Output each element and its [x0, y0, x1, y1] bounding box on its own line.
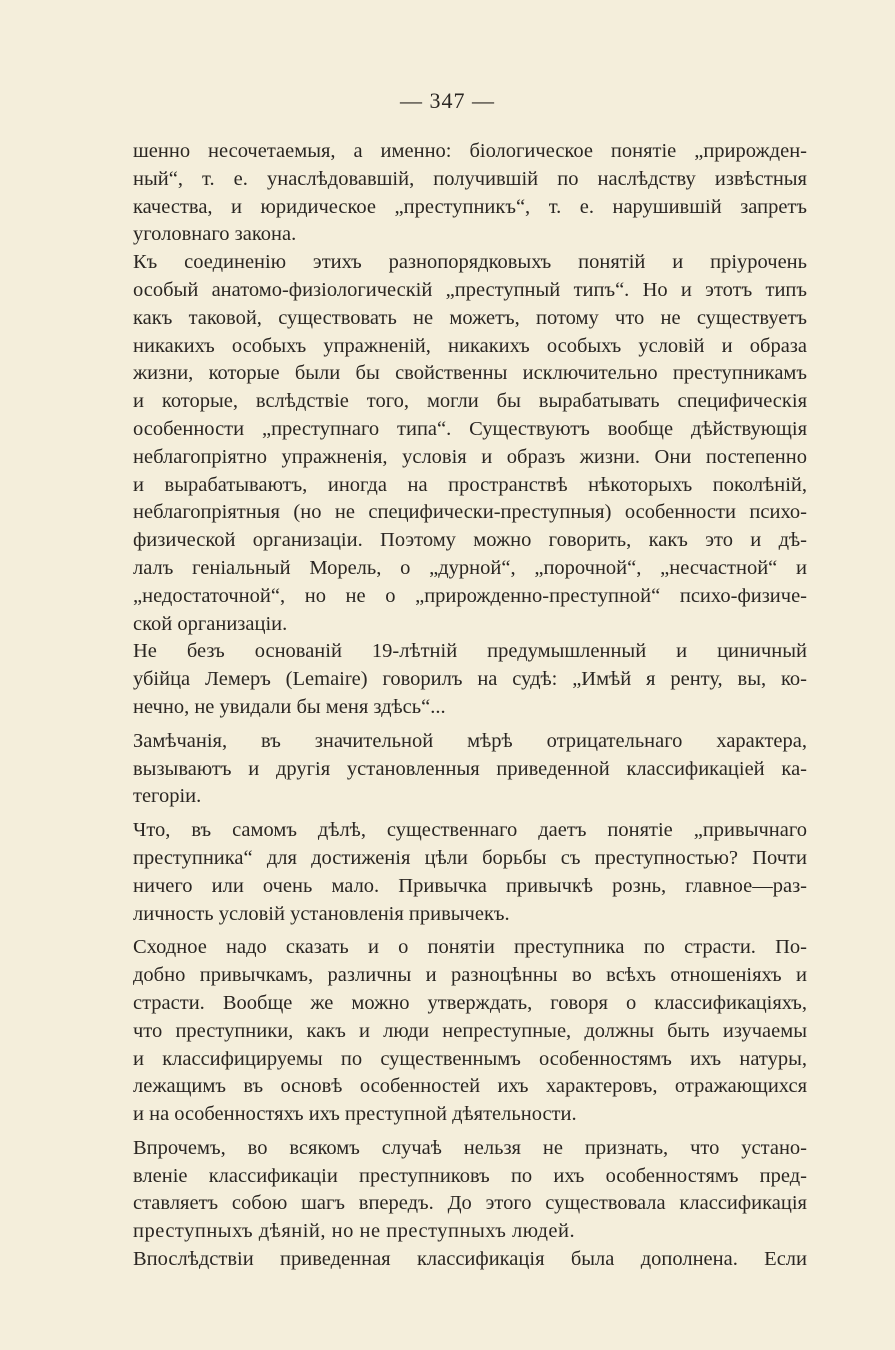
text-line: особенности „преступнаго типа“. Существуютъ вообще дѣйствующія [133, 417, 807, 440]
text-line: преступныхъ дѣяній, но не преступныхъ людей. [133, 1220, 576, 1243]
text-line: и классифицируемы по существеннымъ особенностямъ ихъ натуры, [133, 1047, 807, 1070]
text-line: Впослѣдствіи приведенная классификація была дополнена. Если [133, 1248, 807, 1271]
paragraph [133, 934, 807, 1129]
text-line: Къ соединенію этихъ разнопорядковыхъ понятій и пріурочень [133, 251, 807, 274]
text-line: жизни, которые были бы свойственны исключительно преступникамъ [133, 362, 807, 385]
paragraph [133, 1246, 807, 1274]
text-line: и на особенностяхъ ихъ преступной дѣятельности. [133, 1103, 577, 1126]
text-line: страсти. Вообще же можно утверждать, говоря о классификаціяхъ, [133, 991, 807, 1014]
text-line: что преступники, какъ и люди непреступные, должны быть изучаемы [133, 1019, 807, 1042]
text-line: Не безъ основаній 19-лѣтній предумышленный и циничный [133, 640, 807, 663]
paragraph [133, 138, 807, 249]
text-line: нечно, не увидали бы меня здѣсь“... [133, 695, 446, 718]
text-line: ской организаціи. [133, 612, 288, 635]
paragraph [133, 1135, 807, 1246]
paragraph [133, 728, 807, 811]
text-line: Что, въ самомъ дѣлѣ, существеннаго даетъ понятіе „привычнаго [133, 819, 807, 842]
text-line: физической организаціи. Поэтому можно говорить, какъ это и дѣ- [133, 529, 807, 552]
text-line: особый анатомо-физіологическій „преступный типъ“. Но и этотъ типъ [133, 278, 807, 301]
text-line: вызываютъ и другія установленныя приведенной классификаціей ка- [133, 757, 807, 780]
text-line: Впрочемъ, во всякомъ случаѣ нельзя не признать, что устано- [133, 1136, 807, 1159]
text-line: добно привычкамъ, различны и разноцѣнны во всѣхъ отношеніяхъ и [133, 964, 807, 987]
text-line: убійца Лемеръ (Lemaire) говорилъ на судѣ: „Имѣй я ренту, вы, ко- [133, 668, 807, 691]
text-line: ставляетъ собою шагъ впередъ. До этого существовала классификація [133, 1192, 807, 1215]
page-text [133, 138, 807, 1274]
text-line: ный“, т. е. унаслѣдовавшій, получившій по наслѣдству извѣстныя [133, 167, 807, 190]
text-line: личность условій установленія привычекъ. [133, 902, 510, 925]
text-line: ничего или очень мало. Привычка привычкѣ рознь, главное—раз- [133, 874, 807, 897]
paragraph [133, 638, 807, 721]
text-line: вленіе классификаціи преступниковъ по ихъ особенностямъ пред- [133, 1164, 807, 1187]
page-number: — 347 — [400, 88, 495, 113]
text-line: тегоріи. [133, 785, 202, 808]
text-line: неблагопріятно упражненія, условія и образъ жизни. Они постепенно [133, 445, 807, 468]
text-line: Сходное надо сказать и о понятіи преступника по страсти. По- [133, 936, 807, 959]
text-line: и которые, вслѣдствіе того, могли бы вырабатывать специфическія [133, 390, 807, 413]
text-line: шенно несочетаемыя, а именно: біологическое понятіе „прирожден- [133, 140, 807, 162]
text-line: какъ таковой, существовать не можетъ, потому что не существуетъ [133, 306, 807, 329]
text-line: и вырабатываютъ, иногда на пространствѣ нѣкоторыхъ поколѣній, [133, 473, 807, 496]
text-line: лалъ геніальный Морель, о „дурной“, „порочной“, „несчастной“ и [133, 556, 807, 579]
text-line: Замѣчанія, въ значительной мѣрѣ отрицательнаго характера, [133, 729, 807, 752]
text-line: никакихъ особыхъ упражненій, никакихъ особыхъ условій и образа [133, 334, 807, 357]
text-line: преступника“ для достиженія цѣли борьбы съ преступностью? Почти [133, 846, 807, 869]
paragraph [133, 817, 807, 928]
paragraph [133, 249, 807, 638]
text-line: уголовнаго закона. [133, 223, 297, 246]
text-line: качества, и юридическое „преступникъ“, т. е. нарушившій запретъ [133, 195, 807, 218]
text-line: лежащимъ въ основѣ особенностей ихъ характеровъ, отражающихся [133, 1075, 807, 1098]
text-line: „недостаточной“, но не о „прирожденно-преступной“ психо-физиче- [133, 584, 807, 607]
text-line: неблагопріятныя (но не специфически-преступныя) особенности психо- [133, 501, 807, 524]
